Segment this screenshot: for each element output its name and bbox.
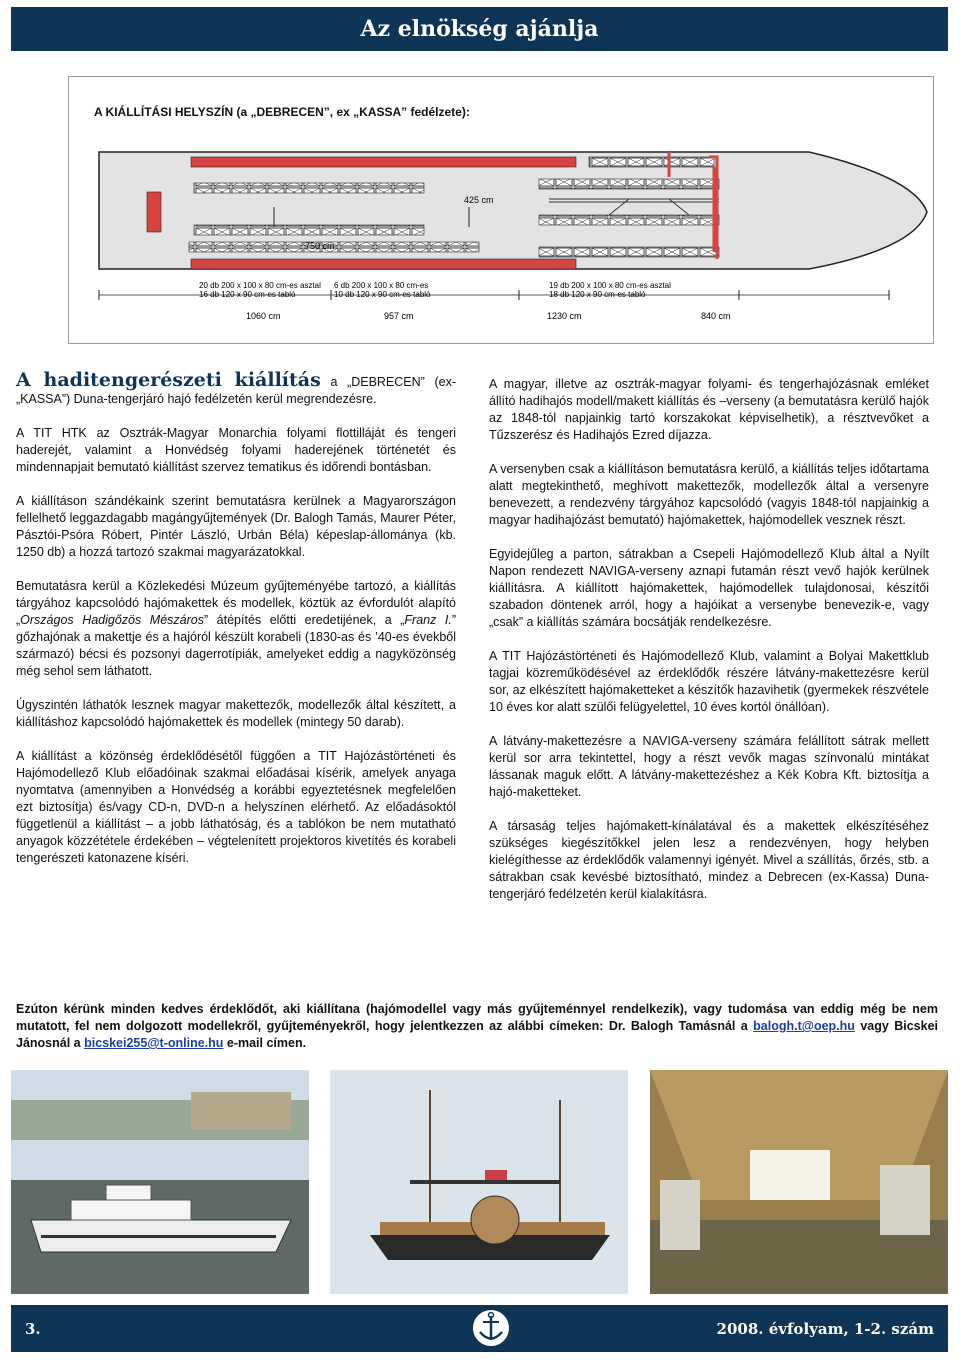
email-link-balogh[interactable]: balogh.t@oep.hu bbox=[753, 1019, 855, 1033]
dim-425-label: 425 cm bbox=[464, 195, 494, 205]
legend-section3-tables: 19 db 200 x 100 x 80 cm-es asztal bbox=[549, 281, 671, 290]
page-number: 3. bbox=[25, 1320, 41, 1338]
dim-750-label: 750 cm bbox=[305, 241, 335, 251]
photo-exhibition-hall bbox=[650, 1070, 948, 1294]
paragraph: Egyidejűleg a parton, sátrakban a Csepeli Hajómodellező Klub által a Nyílt Napon rendezett NAVIGA-verseny aznapi futamán részt vevő hajók kerülnek kiállításra. A kiállított hajómakettek, hajómodellek tulajdonosai, készítői szabadon döntenek arról, hogy a hajóikat a versenybe benevezik-e, vagy „csak” a kiállítás számára bocsátják rendelkezésre. bbox=[489, 547, 929, 629]
plan-title: A KIÁLLÍTÁSI HELYSZÍN (a „DEBRECEN”, ex „KASSA” fedélzete): bbox=[94, 105, 470, 119]
anchor-logo-icon bbox=[470, 1307, 512, 1353]
edition-label: 2008. évfolyam, 1-2. szám bbox=[716, 1320, 934, 1338]
paragraph: A versenyben csak a kiállításon bemutatásra kerülő, a kiállítás teljes időtartama alatt megtekinthető, meghívott makettezők, modellezők által a versenyre benevezett, a rendezvény tárgyához kapcsolódó (vagyis 1848-tól napjainkig a magyar hadihajózást bemutató) hajómakettek, hajómodellek vesznek részt. bbox=[489, 462, 929, 527]
paragraph: A TIT HTK az Osztrák-Magyar Monarchia folyami flottilláját és tengeri haderejét, valamint a Honvédség folyami haderejének történetét és mindennapjait bemutató kiállítást szervez tematikus és időrendi bontásban. bbox=[16, 426, 456, 474]
header-title: Az elnökség ajánlja bbox=[360, 16, 599, 42]
legend-section3-panels: 18 db 120 x 90 cm-es tabló bbox=[549, 290, 646, 299]
photo-ship-model bbox=[330, 1070, 628, 1294]
measure-1060: 1060 cm bbox=[246, 311, 281, 321]
legend-section2-panels: 10 db 120 x 90 cm-es tabló bbox=[334, 290, 431, 299]
paragraph: Úgyszintén láthatók lesznek magyar makettezők, modellezők által készített, a kiállításhoz kapcsolódó hajómakettek és modellek (mintegy 50 darab). bbox=[16, 698, 456, 729]
legend-section1-tables: 20 db 200 x 100 x 80 cm-es asztal bbox=[199, 281, 321, 290]
floor-plan-drawing bbox=[69, 77, 933, 343]
measure-1230: 1230 cm bbox=[547, 311, 582, 321]
paragraph: A társaság teljes hajómakett-kínálatával és a makettek elkészítéséhez szükséges kiegészítőkkel jelen lesz a rendezvényen, hogy helyben kielégíthesse az érdeklődők valamennyi igényét. Mivel a szállítás, őrzés, stb. a sátrakban csak kevésbé biztosítható, mindez a Debrecen (ex-Kassa) Duna-tengerjáró fedélzetén kerül kialakításra. bbox=[489, 819, 929, 901]
paragraph: A látvány-makettezésre a NAVIGA-verseny számára felállított sátrak mellett kerül sor arra tekintettel, hogy a részt vevők magas színvonalú mintákat lássanak maguk előtt. A látvány-makettezéshez a Kék Kobra Kft. biztosítja a hajó-maketteket. bbox=[489, 734, 929, 799]
email-link-bicskei[interactable]: bicskei255@t-online.hu bbox=[84, 1036, 224, 1050]
legend-section1-panels: 16 db 120 x 90 cm-es tabló bbox=[199, 290, 296, 299]
legend-section2-tables: 6 db 200 x 100 x 80 cm-es bbox=[334, 281, 429, 290]
left-column bbox=[16, 369, 456, 884]
paragraph: Bemutatásra kerül a Közlekedési Múzeum gyűjteményébe tartozó, a kiállítás tárgyához kapcsolódó hajómakettek és modellek, köztük az évfordulót alapító „Országos Hadigőzös Mészáros” átépítés előtti eredetijének, a „Franz I.” gőzhajónak a makettje és a hajóról készült korabeli (1830-as és ’40-es évekből származó) bécsi és pozsonyi dagerrotípiák, amelyeket eddig a nagyközönség még sehol sem láthatott. bbox=[16, 579, 456, 678]
article-title: A haditengerészeti kiállítás bbox=[16, 369, 321, 391]
paragraph: A kiállításon szándékaink szerint bemutatásra kerülnek a Magyarországon fellelhető leggazdagabb magángyűjtemények (Dr. Balogh Tamás, Maurer Péter, Pásztói-Psóra Róbert, Pintér László, Urbán Béla) képeslap-állománya (kb. 1250 db) a hozzá tartozó szakmai magyarázatokkal. bbox=[16, 494, 456, 559]
photo-ship-debrecen bbox=[11, 1070, 309, 1294]
page-footer bbox=[11, 1305, 948, 1352]
paragraph: A kiállítást a közönség érdeklődésétől függően a TIT Hajózástörténeti és Hajómodellező Klub előadóinak szakmai előadásai kísérik, amelyek anyaga nyomtatva (amennyiben a Honvédség a korábbi egyeztetésnek megfelelően ezt biztosítja) és/vagy CD-n, DVD-n a helyszínen elérhető. Az előadásoktól függetlenül a kiállítást – a jobb láthatóság, és a tablókon be nem mutatható anyagok közzététele érdekében – végtelenített projektoros kivetítés és korabeli tengerészeti katonazene kíséri. bbox=[16, 749, 456, 865]
paragraph: A TIT Hajózástörténeti és Hajómodellező Klub, valamint a Bolyai Makettklub tagjai közreműködésével az érdeklődők részére látvány-makettezésre kerül sor, az elkészített hajómaketteket a készítők hazavihetik (gyermekek részvétele 10 éves kor alatt szülői felügyelettel, 10 éves kortól önállóan). bbox=[489, 649, 929, 714]
venue-floor-plan bbox=[68, 76, 934, 344]
measure-840: 840 cm bbox=[701, 311, 731, 321]
paragraph: A magyar, illetve az osztrák-magyar folyami- és tengerhajózásnak emléket állító hadihajós modell/makett kiállítás és –verseny (a bemutatásra kerülő hajók az 1848-tól napjainkig tartó korszakokat képviselhetik), a résztvevőket a Tűzszerész és Hadihajós Ezred díjazza. bbox=[489, 377, 929, 442]
measure-957: 957 cm bbox=[384, 311, 414, 321]
intro-paragraph: A haditengerészeti kiállítás a „DEBRECEN” (ex-„KASSA”) Duna-tengerjáró hajó fedélzetén kerül megrendezésre. bbox=[16, 369, 456, 406]
call-to-action: Ezúton kérünk minden kedves érdeklődőt, aki kiállítana (hajómodellel vagy más gyűjteménnyel rendelkezik), vagy tudomása van eddig még be nem mutatott, fel nem dolgozott modellekről, gyűjteményekről, hogy jelentkezzen az alábbi címeken: Dr. Balogh Tamásnál a balogh.t@oep.hu vagy Bicskei Jánosnál a bicskei255@t-online.hu e-mail címen. bbox=[16, 1002, 938, 1050]
page-header bbox=[11, 7, 948, 51]
right-column bbox=[489, 376, 929, 920]
